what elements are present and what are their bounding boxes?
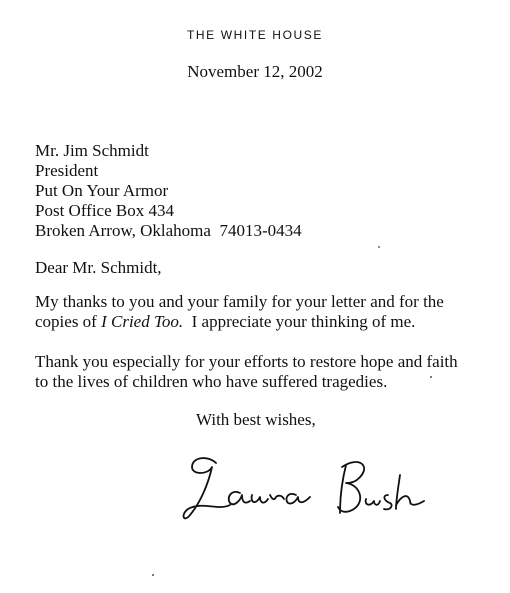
recipient-city-line: Broken Arrow, Oklahoma 74013-0434 — [35, 221, 302, 240]
paper-speck — [152, 574, 154, 576]
recipient-po-box: Post Office Box 434 — [35, 201, 174, 220]
recipient-organization: Put On Your Armor — [35, 181, 169, 200]
paragraph-1-text-start: My thanks to you and your family for your letter and for the copies of — [35, 292, 444, 331]
letterhead: THE WHITE HOUSE — [186, 28, 323, 42]
salutation: Dear Mr. Schmidt, — [35, 258, 162, 277]
letter-date: November 12, 2002 — [187, 62, 323, 81]
body-paragraph-2: Thank you especially for your efforts to restore hope and faith to the lives of children who have suffered tragedies. — [35, 352, 458, 391]
recipient-title: President — [35, 161, 99, 180]
book-title: I Cried Too. — [101, 312, 184, 331]
recipient-name: Mr. Jim Schmidt — [35, 141, 149, 160]
body-paragraph-1 — [35, 292, 475, 332]
recipient-address — [35, 141, 302, 241]
paragraph-1-text-end: I appreciate your thinking of me. — [183, 312, 416, 331]
paper-speck — [378, 246, 380, 248]
handwritten-signature — [178, 445, 438, 535]
closing: With best wishes, — [196, 410, 316, 429]
paper-speck — [430, 376, 432, 378]
